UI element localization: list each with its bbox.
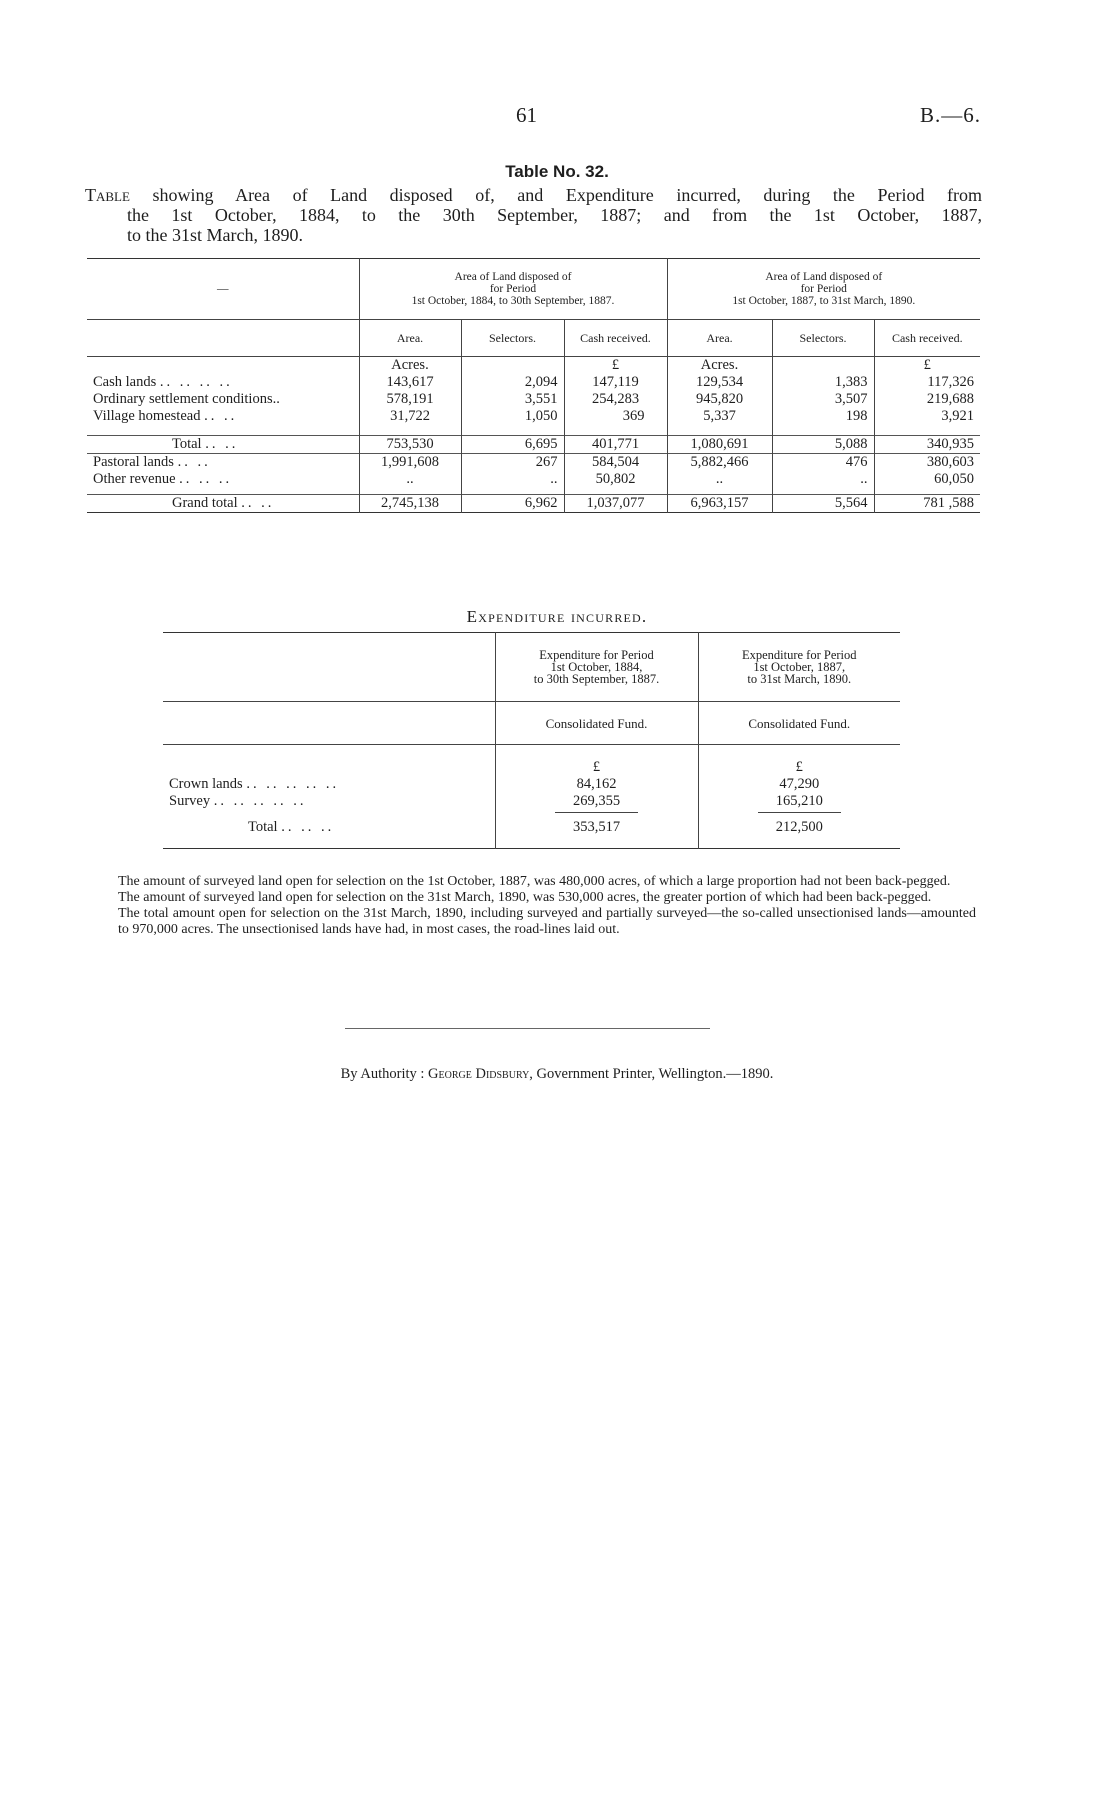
table-row: Pastoral lands .. .. 1,991,608 267 584,504 5,882,466 476 380,603 bbox=[87, 454, 980, 472]
expenditure-table bbox=[163, 632, 900, 849]
expenditure-heading: Expenditure incurred. bbox=[466, 607, 648, 626]
col-selectors-1: Selectors. bbox=[461, 320, 564, 357]
notes bbox=[118, 874, 976, 938]
col-area-2: Area. bbox=[667, 320, 772, 357]
divider bbox=[345, 1028, 710, 1029]
table-row: Village homestead .. .. 31,722 1,050 369 5,337 198 3,921 bbox=[87, 408, 980, 436]
period-2-header: Area of Land disposed of for Period 1st October, 1887, to 31st March, 1890. bbox=[667, 259, 980, 320]
table-row: Survey .. .. .. .. .. 269,355 165,210 bbox=[163, 793, 900, 813]
table-row: Cash lands .. .. .. .. 143,617 2,094 147,119 129,534 1,383 117,326 bbox=[87, 374, 980, 391]
page-number: 61 bbox=[516, 103, 537, 127]
table-row: Crown lands .. .. .. .. .. 84,162 47,290 bbox=[163, 776, 900, 793]
table-caption bbox=[85, 185, 982, 245]
expenditure-period-2-header: Expenditure for Period 1st October, 1887, to 31st March, 1890. bbox=[698, 633, 900, 702]
units-row: £ £ bbox=[163, 745, 900, 777]
note-paragraph: The amount of surveyed land open for selection on the 31st March, 1890, was 530,000 acres, the greater portion of which had been back-pegged. bbox=[118, 890, 932, 905]
units-row: Acres. £ Acres. £ bbox=[87, 357, 980, 375]
expenditure-period-1-header: Expenditure for Period 1st October, 1884, to 30th September, 1887. bbox=[495, 633, 698, 702]
corner-dash: — bbox=[87, 259, 359, 320]
col-cash-2: Cash received. bbox=[874, 320, 980, 357]
table-title: Table No. 32. bbox=[505, 162, 609, 181]
note-paragraph: The total amount open for selection on the 31st March, 1890, including surveyed and partially surveyed—the so-called unsectionised lands—amounted to 970,000 acres. The unsectionised lands have had, in most cases, the road-lines laid out. bbox=[118, 906, 976, 937]
note-paragraph: The amount of surveyed land open for selection on the 1st October, 1887, was 480,000 acres, of which a large proportion had not been back-pegged. bbox=[118, 874, 951, 889]
period-1-header: Area of Land disposed of for Period 1st October, 1884, to 30th September, 1887. bbox=[359, 259, 667, 320]
total-row: Total .. .. .. 353,517 212,500 bbox=[163, 813, 900, 849]
table-row: Ordinary settlement conditions.. 578,191 3,551 254,283 945,820 3,507 219,688 bbox=[87, 391, 980, 408]
printer-imprint: By Authority : George Didsbury, Government Printer, Wellington.—1890. bbox=[340, 1066, 774, 1082]
col-cash-1: Cash received. bbox=[564, 320, 667, 357]
caption-lead: Table bbox=[85, 185, 130, 205]
total-row: Total .. .. 753,530 6,695 401,771 1,080,691 5,088 340,935 bbox=[87, 436, 980, 454]
land-disposed-table bbox=[87, 258, 980, 513]
col-area-1: Area. bbox=[359, 320, 461, 357]
table-row: Other revenue .. .. .. .. .. 50,802 .. .. 60,050 bbox=[87, 471, 980, 495]
grand-total-row: Grand total .. .. 2,745,138 6,962 1,037,077 6,963,157 5,564 781 ,588 bbox=[87, 495, 980, 513]
fund-label-1: Consolidated Fund. bbox=[495, 702, 698, 745]
fund-label-2: Consolidated Fund. bbox=[698, 702, 900, 745]
caption-line-2: the 1st October, 1884, to the 30th September, 1887; and from the 1st October, 1887, bbox=[127, 205, 982, 225]
col-selectors-2: Selectors. bbox=[772, 320, 874, 357]
caption-line-1: showing Area of Land disposed of, and Expenditure incurred, during the Period from bbox=[152, 185, 983, 205]
document-reference: B.—6. bbox=[920, 103, 982, 127]
caption-line-3: to the 31st March, 1890. bbox=[127, 225, 303, 245]
